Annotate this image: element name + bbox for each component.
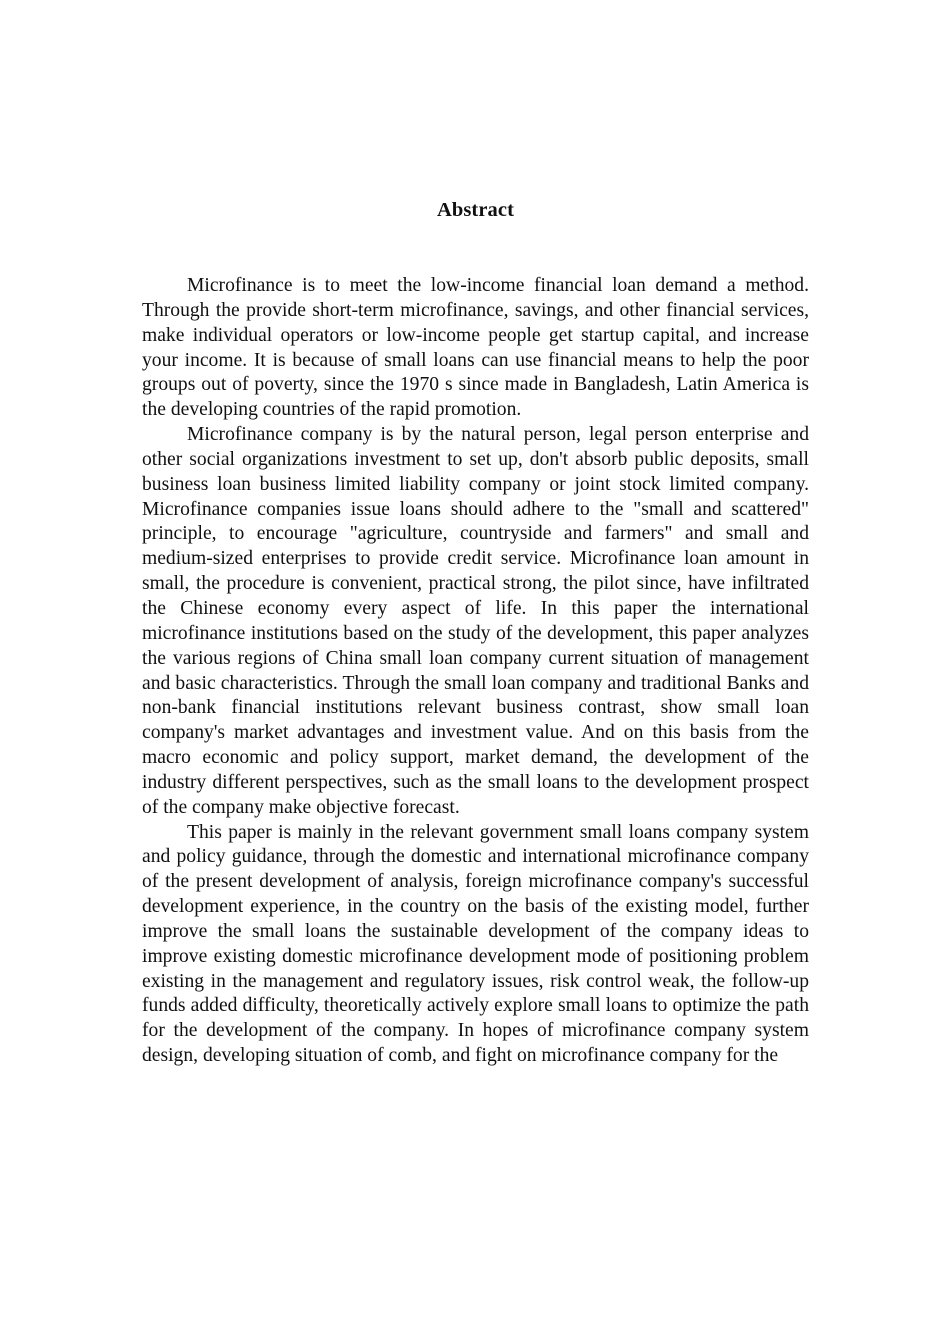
page-title: Abstract — [436, 199, 515, 221]
paragraph-3: This paper is mainly in the relevant government small loans company system and policy guidance, through the domestic and international microfinance company of the present development of analysis, foreign microfinance company's successful development experience, in the country on the basis of the existing model, further improve the small loans the sustainable development of the company ideas to improve existing domestic microfinance development mode of positioning problem existing in the management and regulatory issues, risk control weak, the follow-up funds added difficulty, theoretically actively explore small loans to optimize the path for the development of the company. In hopes of microfinance company system design, developing situation of comb, and fight on microfinance company for the — [142, 821, 809, 1067]
abstract-body — [142, 274, 809, 1069]
paragraph-1: Microfinance is to meet the low-income financial loan demand a method. Through the provide short-term microfinance, savings, and other financial services, make individual operators or low-income people get startup capital, and increase your income. It is because of small loans can use financial means to help the poor groups out of poverty, since the 1970 s since made in Bangladesh, Latin America is the developing countries of the rapid promotion. — [142, 275, 809, 421]
paragraph-2: Microfinance company is by the natural person, legal person enterprise and other social organizations investment to set up, don't absorb public deposits, small business loan business limited liability company or joint stock limited company. Microfinance companies issue loans should adhere to the "small and scattered" principle, to encourage "agriculture, countryside and farmers" and small and medium-sized enterprises to provide credit service. Microfinance loan amount in small, the procedure is convenient, practical strong, the pilot since, have infiltrated the Chinese economy every aspect of life. In this paper the international microfinance institutions based on the study of the development, this paper analyzes the various regions of China small loan company current situation of management and basic characteristics. Through the small loan company and traditional Banks and non-bank financial institutions relevant business contrast, show small loan company's market advantages and investment value. And on this basis from the macro economic and policy support, market demand, the development of the industry different perspectives, such as the small loans to the development prospect of the company make objective forecast. — [142, 424, 809, 818]
